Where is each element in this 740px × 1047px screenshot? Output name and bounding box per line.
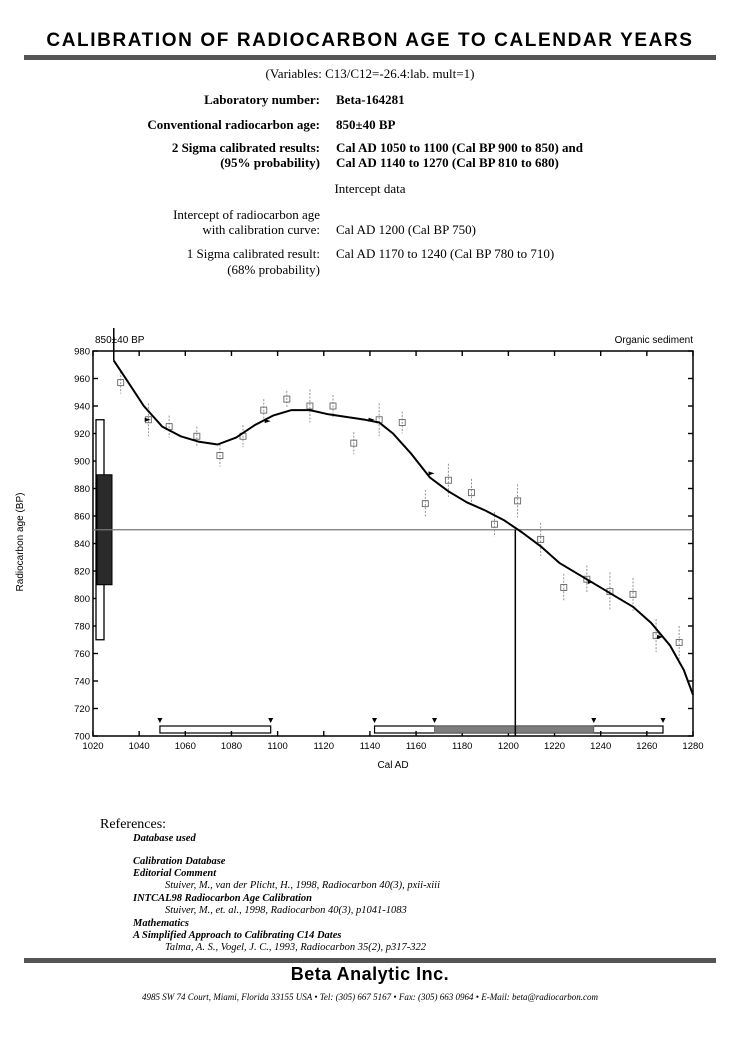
ref-editorial-comment: Editorial Comment [133, 868, 217, 879]
x-tick-label: 1260 [636, 741, 658, 752]
lab-number-label: Laboratory number: [204, 92, 320, 107]
y-tick-label: 980 [74, 346, 90, 358]
sigma1-bar-marker [432, 718, 437, 723]
ref-mathematics: Mathematics [133, 918, 190, 929]
x-tick-label: 1140 [359, 741, 381, 752]
sigma2-bar-marker [661, 718, 666, 723]
ref-database-used: Database used [133, 833, 196, 844]
ref-intcal98-citation: Stuiver, M., et. al., 1998, Radiocarbon 40(3), p1041-1083 [165, 905, 407, 916]
chart-corner-left: 850±40 BP [95, 335, 145, 346]
sigma2-value-line1: Cal AD 1050 to 1100 (Cal BP 900 to 850) and [336, 140, 584, 155]
x-tick-label: 1120 [313, 741, 334, 752]
intercept-label-line2: with calibration curve: [202, 222, 320, 237]
sigma1-bar-marker [591, 718, 596, 723]
x-tick-label: 1080 [220, 741, 243, 752]
sigma2-bar-marker [157, 718, 162, 723]
sigma2-label-line1: 2 Sigma calibrated results: [171, 140, 320, 155]
company-address: 4985 SW 74 Court, Miami, Florida 33155 USA • Tel: (305) 667 5167 • Fax: (305) 663 0964 • E-Mail: beta@radiocarbon.com [142, 992, 598, 1002]
chart-y-label: Radiocarbon age (BP) [15, 492, 26, 592]
header-rule [24, 55, 716, 60]
y-tick-label: 860 [74, 511, 90, 523]
footer-rule [24, 958, 716, 963]
y-tick-label: 780 [74, 621, 90, 633]
lab-number-value: Beta-164281 [336, 92, 405, 107]
chart-x-label: Cal AD [377, 760, 409, 771]
plot-frame [93, 351, 693, 736]
intercept-value: Cal AD 1200 (Cal BP 750) [336, 222, 476, 237]
curve-marker [145, 418, 151, 422]
x-tick-label: 1220 [543, 741, 566, 752]
conventional-age-label: Conventional radiocarbon age: [147, 117, 320, 132]
y-tick-label: 880 [74, 484, 90, 495]
x-tick-label: 1020 [82, 741, 104, 752]
x-tick-label: 1100 [267, 741, 288, 752]
y-tick-label: 700 [74, 731, 90, 743]
references-heading: References: [100, 817, 167, 832]
y-tick-label: 920 [74, 429, 90, 440]
sigma2-bar-marker [268, 718, 273, 723]
intercept-label-line1: Intercept of radiocarbon age [173, 207, 320, 222]
y-tick-label: 900 [74, 456, 90, 468]
company-name: Beta Analytic Inc. [290, 964, 450, 984]
ref-intcal98: INTCAL98 Radiocarbon Age Calibration [133, 893, 313, 904]
x-tick-label: 1160 [405, 741, 427, 752]
ref-simplified-approach: A Simplified Approach to Calibrating C14 Dates [133, 930, 342, 941]
sigma1-value: Cal AD 1170 to 1240 (Cal BP 780 to 710) [336, 246, 555, 261]
y-tick-label: 760 [74, 649, 90, 660]
x-tick-label: 1040 [128, 741, 150, 752]
conventional-age-value: 850±40 BP [336, 117, 396, 132]
ref-calibration-database: Calibration Database [133, 856, 226, 867]
ref-editorial-citation: Stuiver, M., van der Plicht, H., 1998, Radiocarbon 40(3), pxii-xiii [165, 880, 440, 891]
sigma2-value-line2: Cal AD 1140 to 1270 (Cal BP 810 to 680) [336, 155, 559, 170]
ref-simplified-citation: Talma, A. S., Vogel, J. C., 1993, Radiocarbon 35(2), p317-322 [165, 942, 427, 953]
calibration-curve [114, 361, 693, 695]
sigma1-cal-bar [435, 726, 594, 733]
y-tick-label: 940 [74, 401, 90, 413]
y-tick-label: 960 [74, 374, 90, 385]
chart-corner-right: Organic sediment [614, 335, 693, 346]
y-tick-label: 820 [74, 566, 90, 578]
curve-marker [429, 471, 435, 475]
page-title: CALIBRATION OF RADIOCARBON AGE TO CALENDAR YEARS [46, 30, 694, 51]
y-tick-label: 800 [74, 594, 90, 605]
x-tick-label: 1060 [174, 741, 196, 752]
intercept-heading: Intercept data [334, 181, 406, 196]
curve-marker [265, 419, 271, 423]
y-tick-label: 840 [74, 539, 90, 550]
x-tick-label: 1200 [497, 741, 519, 752]
calibration-chart [0, 328, 740, 773]
sigma2-cal-bar [160, 726, 271, 733]
y-tick-label: 720 [74, 704, 90, 715]
sigma2-label-line2: (95% probability) [220, 155, 320, 170]
sigma2-bar-marker [372, 718, 377, 723]
y-tick-label: 740 [74, 676, 90, 688]
x-tick-label: 1280 [682, 741, 704, 752]
sigma1-label-line2: (68% probability) [227, 262, 320, 277]
sigma1-label-line1: 1 Sigma calibrated result: [186, 246, 320, 261]
x-tick-label: 1240 [590, 741, 612, 752]
variables-line: (Variables: C13/C12=-26.4:lab. mult=1) [265, 66, 475, 81]
x-tick-label: 1180 [452, 741, 473, 752]
